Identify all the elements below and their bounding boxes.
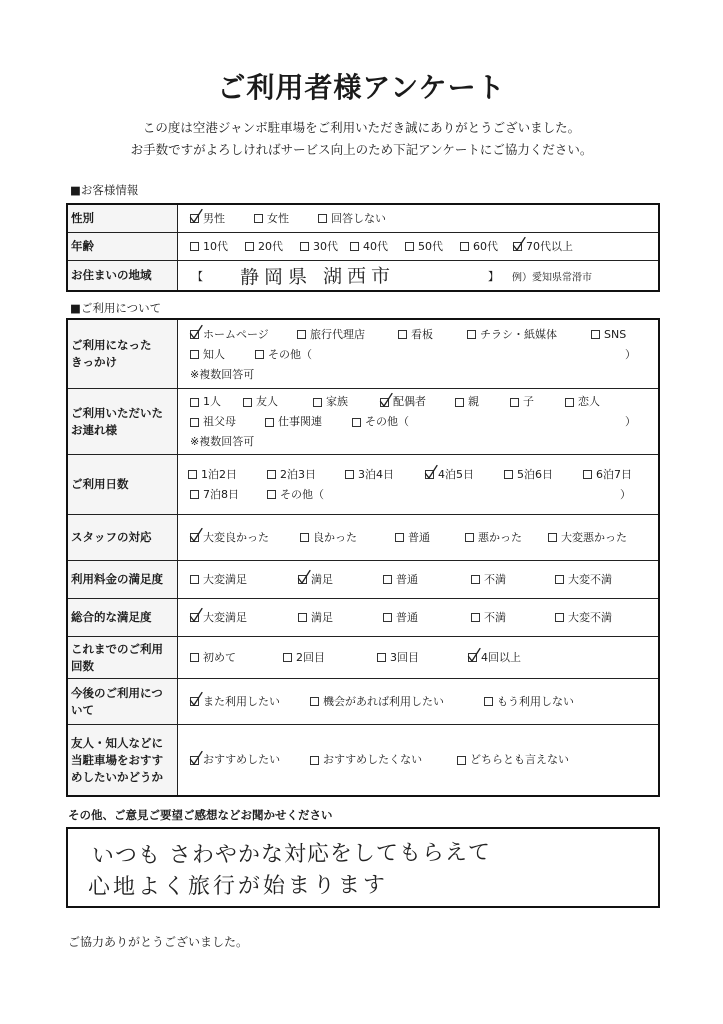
checkbox-icon[interactable] [471,613,480,622]
option-choice[interactable] [190,648,236,668]
option-label: 6泊7日 [596,467,632,481]
option-choice[interactable] [377,648,419,668]
option-label: 旅行代理店 [310,327,365,341]
option-choice[interactable] [398,325,433,345]
option-label: 60代 [473,239,498,253]
option-choice[interactable] [283,648,325,668]
option-choice[interactable] [555,608,612,628]
option-choice[interactable] [510,392,534,412]
checkbox-icon[interactable] [398,330,407,339]
option-label: 1泊2日 [201,467,237,481]
option-choice[interactable] [383,608,418,628]
checkbox-icon[interactable] [190,575,199,584]
usage-table [66,318,660,797]
checkbox-icon[interactable] [188,470,197,479]
option-label: 4泊5日 [438,467,474,481]
checkbox-icon[interactable] [383,613,392,622]
checkbox-icon[interactable] [190,242,199,251]
region-row [68,260,658,290]
checkbox-icon[interactable] [504,470,513,479]
option-choice[interactable] [190,485,239,505]
option-choice[interactable] [190,412,236,432]
option-line [178,237,658,257]
option-label: 50代 [418,239,443,253]
option-label: 7泊8日 [203,487,239,501]
option-choice[interactable] [243,392,278,412]
option-choice[interactable] [345,465,394,485]
check-mark-icon [189,528,203,543]
option-label: 親 [468,395,479,408]
option-label: 初めて [203,650,236,664]
checkbox-icon[interactable] [405,242,414,251]
checked-checkbox-icon[interactable] [513,242,522,251]
checkbox-icon[interactable] [190,490,199,499]
option-label: また利用したい [203,694,280,708]
check-mark-icon [297,570,311,585]
option-choice[interactable] [255,345,312,365]
companion-row [68,388,658,454]
option-choice[interactable] [188,465,237,485]
option-line [178,528,658,548]
multiple-answer-note: ※複数回答可 [190,435,255,448]
customer-section-heading: ■お客様情報 [70,183,139,197]
option-label: 満足 [311,572,333,586]
option-label: その他（ [280,487,324,501]
checkbox-icon[interactable] [310,697,319,706]
checkbox-icon[interactable] [255,350,264,359]
row-label-line: きっかけ [71,355,117,369]
checkbox-icon[interactable] [471,575,480,584]
checked-checkbox-icon[interactable] [190,214,199,223]
option-text [625,412,636,432]
option-choice[interactable] [405,237,443,257]
option-label: 機会があれば利用したい [323,694,444,708]
option-line [178,570,658,590]
checkbox-icon[interactable] [395,533,404,542]
option-label: 不満 [484,610,506,624]
option-choice[interactable] [267,485,324,505]
option-label: 大変不満 [568,572,612,586]
option-label: 満足 [311,610,333,624]
option-choice[interactable] [471,570,506,590]
option-choice[interactable] [467,325,557,345]
option-label: 大変不満 [568,610,612,624]
option-choice[interactable] [313,392,348,412]
option-choice[interactable] [484,692,574,712]
option-label: 4回以上 [481,650,521,664]
checked-checkbox-icon[interactable] [190,756,199,765]
option-choice[interactable] [265,412,322,432]
checkbox-icon[interactable] [267,470,276,479]
option-label: 不満 [484,572,506,586]
option-choice[interactable] [267,465,316,485]
usage-count-row [68,636,658,678]
option-line [178,465,658,485]
checkbox-icon[interactable] [457,756,466,765]
option-label: 普通 [396,572,418,586]
option-choice[interactable] [513,237,573,257]
checked-checkbox-icon[interactable] [468,653,477,662]
checkbox-icon[interactable] [283,653,292,662]
option-label: 子 [523,395,534,408]
row-options [178,637,658,678]
checkbox-icon[interactable] [298,613,307,622]
option-label: 10代 [203,239,228,253]
price-satisfaction-row [68,560,658,598]
checkbox-icon[interactable] [245,242,254,251]
option-choice[interactable] [190,750,280,770]
option-choice[interactable] [457,750,569,770]
checkbox-icon[interactable] [377,653,386,662]
option-choice[interactable] [468,648,521,668]
option-choice[interactable] [318,209,386,229]
row-label [68,389,178,454]
checked-checkbox-icon[interactable] [298,575,307,584]
region-field[interactable] [178,261,658,290]
option-label: その他（ [268,347,312,361]
option-label: おすすめしたい [203,753,281,766]
option-choice[interactable] [395,528,430,548]
check-mark-icon [189,608,203,623]
option-label: 2泊3日 [280,467,316,481]
option-choice[interactable] [300,237,338,257]
checkbox-icon[interactable] [318,214,327,223]
staff-row [68,514,658,560]
row-label-line: 友人・知人などに [71,735,163,750]
checkbox-icon[interactable] [190,653,199,662]
row-label [68,320,178,388]
bracket-open: 【 [192,269,203,283]
option-label: 仕事関連 [278,415,322,428]
checkbox-icon[interactable] [510,398,519,407]
gender-row [68,205,658,232]
row-label-line: いて [71,702,94,717]
option-choice[interactable] [471,608,506,628]
row-label-line: 総合的な満足度 [71,610,152,624]
option-label: 良かった [313,530,357,544]
checkbox-icon[interactable] [465,533,474,542]
row-label-line: 性別 [71,211,94,225]
option-label: 1人 [203,395,221,408]
row-label [68,205,178,232]
option-label: 女性 [267,211,289,225]
age-row [68,232,658,260]
option-text [620,485,631,505]
option-label: 大変良かった [203,530,269,544]
option-choice[interactable] [310,692,444,712]
option-choice[interactable] [504,465,553,485]
option-label: 5泊6日 [517,467,553,481]
checkbox-icon[interactable] [467,330,476,339]
option-choice[interactable] [245,237,283,257]
checkbox-icon[interactable] [265,418,274,427]
row-options [178,679,658,724]
option-label: おすすめしたくない [323,753,423,766]
option-label: 大変満足 [203,610,247,624]
option-choice[interactable] [298,608,333,628]
option-label: 恋人 [578,395,600,408]
future-use-row [68,678,658,724]
option-choice[interactable] [298,570,333,590]
comment-box[interactable] [66,827,660,908]
option-label: 2回目 [296,650,325,664]
checkbox-icon[interactable] [484,697,493,706]
option-choice[interactable] [190,528,269,548]
checkbox-icon[interactable] [190,398,199,407]
option-choice[interactable] [190,392,221,412]
row-options [178,515,658,560]
option-choice[interactable] [190,237,228,257]
customer-info-table [66,203,660,292]
bracket-close: 】 [488,269,499,283]
check-mark-icon [189,751,203,766]
multiple-answer-note: ※複数回答可 [190,367,255,381]
option-choice[interactable] [565,392,600,412]
option-choice[interactable] [297,325,365,345]
option-label: 普通 [396,610,418,624]
option-label: 回答しない [331,211,386,225]
option-choice[interactable] [425,465,474,485]
option-choice[interactable] [583,465,632,485]
option-label: 20代 [258,239,283,253]
option-choice[interactable] [350,237,388,257]
option-label: 知人 [203,347,225,361]
check-mark-icon [189,325,203,340]
option-line [178,485,658,505]
row-label-line: これまでのご利用 [71,641,163,656]
checkbox-icon[interactable] [243,398,252,407]
option-label: 30代 [313,239,338,253]
option-label: チラシ・紙媒体 [480,327,557,341]
option-label: その他（ [365,415,409,428]
row-label-line: お住まいの地域 [71,268,152,282]
checkbox-icon[interactable] [345,470,354,479]
intro-line: この度は空港ジャンボ駐車場をご利用いただき誠にありがとうございました。 [142,120,581,135]
option-choice[interactable] [555,570,612,590]
row-label-line: 利用料金の満足度 [71,572,163,586]
row-label-line: お連れ様 [71,422,117,437]
option-choice[interactable] [465,528,522,548]
option-choice[interactable] [310,750,422,770]
row-label-line: 回数 [71,658,94,673]
comment-handwritten-line: 心地よく旅行が始まります [87,872,389,901]
checkbox-icon[interactable] [190,350,199,359]
closing-message: ご協力ありがとうございました。 [68,935,249,949]
row-label-line: スタッフの対応 [71,530,152,544]
option-label: どちらとも言えない [470,753,569,766]
checkbox-icon[interactable] [254,214,263,223]
row-options [178,599,658,636]
checkbox-icon[interactable] [352,418,361,427]
option-label: 40代 [363,239,388,253]
row-label-line: ご利用になった [71,338,152,352]
option-choice[interactable] [190,325,269,345]
region-handwritten-value: 静岡県 湖西市 [239,264,396,289]
check-mark-icon [467,648,481,663]
option-label: 3泊4日 [358,467,394,481]
checkbox-icon[interactable] [313,398,322,407]
trigger-row [68,320,658,388]
check-mark-icon [189,209,203,224]
option-label: ） [620,487,631,501]
option-choice[interactable] [190,209,225,229]
option-label: ） [625,415,636,428]
check-mark-icon [424,465,438,480]
row-options [178,205,658,232]
option-label: 友人 [256,395,278,408]
row-label-line: 当駐車場をおすす [71,752,164,767]
option-line [178,750,658,770]
option-label: 配偶者 [393,395,426,408]
checkbox-icon[interactable] [548,533,557,542]
row-label-line: ご利用日数 [71,477,129,491]
row-options [178,320,658,388]
duration-row [68,454,658,514]
row-label [68,561,178,598]
option-label: 普通 [408,530,430,544]
option-choice[interactable] [455,392,479,412]
row-label-line: めしたいかどうか [71,769,163,784]
checkbox-icon[interactable] [350,242,359,251]
option-choice[interactable] [190,692,280,712]
option-label: 家族 [326,395,348,408]
checkbox-icon[interactable] [565,398,574,407]
checkbox-icon[interactable] [267,490,276,499]
checkbox-icon[interactable] [555,613,564,622]
option-choice[interactable] [190,570,247,590]
checkbox-icon[interactable] [297,330,306,339]
option-label: 男性 [203,211,225,225]
option-choice[interactable] [190,608,247,628]
option-label: もう利用しない [497,694,574,708]
checkbox-icon[interactable] [583,470,592,479]
row-label [68,515,178,560]
checkbox-icon[interactable] [190,418,199,427]
option-choice[interactable] [352,412,409,432]
row-label-line: 今後のご利用につ [71,685,163,700]
option-label: SNS [604,327,627,341]
row-options [178,389,658,454]
option-choice[interactable] [190,345,225,365]
option-label: 3回目 [390,650,419,664]
recommend-row [68,724,658,795]
intro-line: お手数ですがよろしければサービス向上のため下記アンケートにご協力ください。 [130,142,593,157]
option-label: ） [625,347,636,361]
option-line [178,392,658,412]
option-choice[interactable] [380,392,426,412]
option-line [178,648,658,668]
option-label: 大変悪かった [561,530,627,544]
option-line [178,692,658,712]
row-label-line: ご利用いただいた [71,405,163,420]
option-text [625,345,636,365]
option-label: 看板 [411,327,433,341]
option-choice[interactable] [548,528,627,548]
option-line [178,412,658,432]
option-choice[interactable] [383,570,418,590]
overall-satisfaction-row [68,598,658,636]
checkbox-icon[interactable] [300,533,309,542]
row-label [68,261,178,290]
option-label: 大変満足 [203,572,247,586]
checked-checkbox-icon[interactable] [190,613,199,622]
option-label: ホームページ [203,327,269,341]
option-choice[interactable] [300,528,357,548]
checkbox-icon[interactable] [310,756,319,765]
check-mark-icon [512,237,526,252]
page-title: ご利用者様アンケート [217,71,506,104]
option-label: 祖父母 [203,415,236,428]
checked-checkbox-icon[interactable] [190,330,199,339]
check-mark-icon [189,692,203,707]
checked-checkbox-icon[interactable] [380,398,389,407]
option-line [178,345,658,365]
option-line [178,325,658,345]
row-label [68,725,178,795]
checkbox-icon[interactable] [460,242,469,251]
row-label [68,455,178,514]
checkbox-icon[interactable] [383,575,392,584]
usage-section-heading: ■ご利用について [70,301,162,315]
checkbox-icon[interactable] [455,398,464,407]
checked-checkbox-icon[interactable] [425,470,434,479]
row-label [68,679,178,724]
comment-handwritten-line: いつも さわやかな対応をしてもらえて [91,840,492,869]
row-options [178,561,658,598]
check-mark-icon [379,393,393,408]
option-line [178,209,658,229]
option-label: 悪かった [478,530,522,544]
row-options [178,233,658,260]
checkbox-icon[interactable] [591,330,600,339]
option-label: 70代以上 [526,239,573,253]
row-label [68,637,178,678]
checked-checkbox-icon[interactable] [190,697,199,706]
row-options [178,725,658,795]
checkbox-icon[interactable] [555,575,564,584]
option-choice[interactable] [591,325,626,345]
checked-checkbox-icon[interactable] [190,533,199,542]
option-choice[interactable] [254,209,289,229]
row-label-line: 年齢 [71,239,94,253]
comment-heading: その他、ご意見ご要望ご感想などお聞かせください [68,808,333,822]
row-label [68,599,178,636]
row-options [178,455,658,514]
checkbox-icon[interactable] [300,242,309,251]
option-choice[interactable] [460,237,498,257]
region-example: 例）愛知県常滑市 [512,272,592,283]
row-label [68,233,178,260]
option-line [178,608,658,628]
